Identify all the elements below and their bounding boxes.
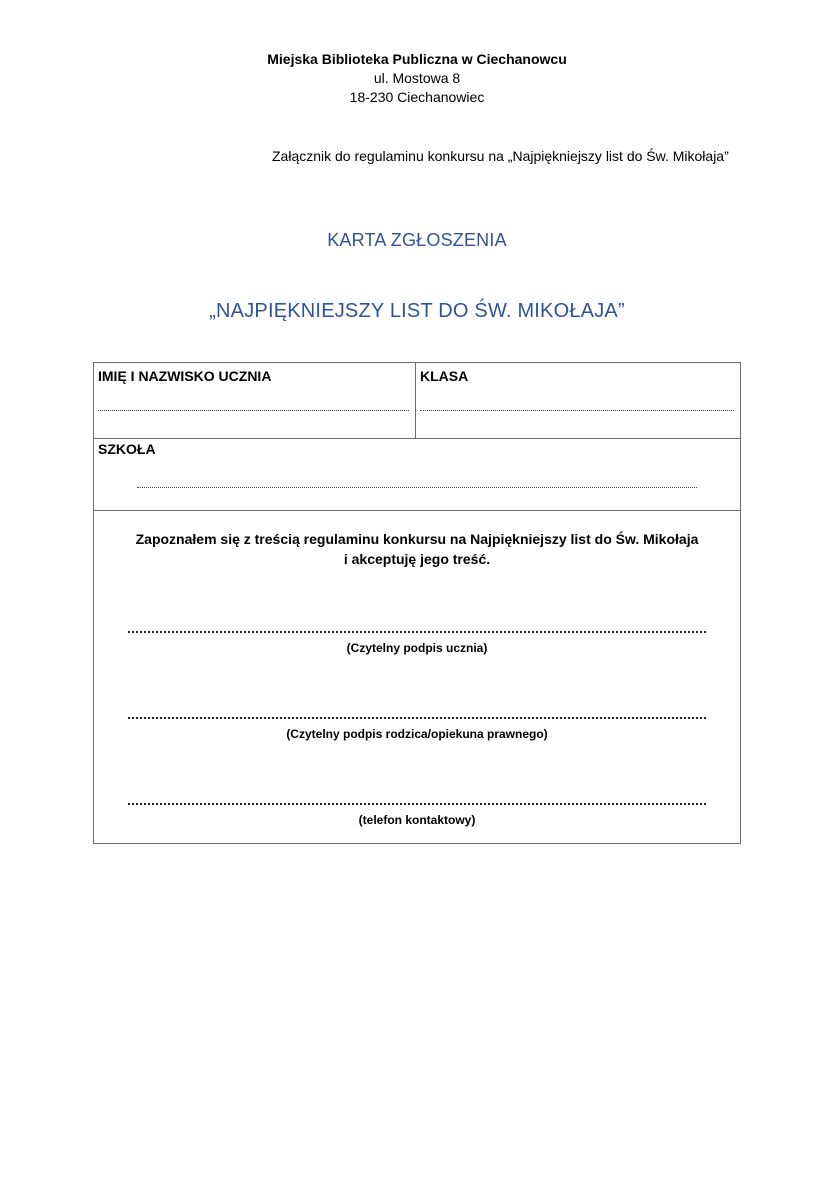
phone-caption: (telefon kontaktowy) xyxy=(358,813,476,827)
school-row xyxy=(94,439,740,511)
class-fill-line[interactable] xyxy=(420,409,734,411)
declaration-line-1: Zapoznałem się z treścią regulaminu konkursu na Najpiękniejszy list do Św. Mikołaja xyxy=(135,531,699,547)
student-signature-line[interactable] xyxy=(128,630,706,633)
parent-signature-caption: (Czytelny podpis rodzica/opiekuna prawnego) xyxy=(286,727,548,741)
declaration-line-2: i akceptuję jego treść. xyxy=(343,551,491,567)
student-name-cell xyxy=(94,363,416,438)
contest-title: „NAJPIĘKNIEJSZY LIST DO ŚW. MIKOŁAJA” xyxy=(209,300,625,322)
library-header xyxy=(0,50,834,107)
library-city: 18-230 Ciechanowiec xyxy=(349,89,485,105)
attachment-note: Załącznik do regulaminu konkursu na „Najpiękniejszy list do Św. Mikołaja” xyxy=(272,148,729,164)
declaration-text xyxy=(94,529,740,569)
student-name-fill-line[interactable] xyxy=(98,409,409,411)
school-fill-line[interactable] xyxy=(137,486,697,488)
name-class-row xyxy=(94,363,740,439)
student-signature-caption: (Czytelny podpis ucznia) xyxy=(346,641,488,655)
library-street: ul. Mostowa 8 xyxy=(373,70,461,86)
school-label: SZKOŁA xyxy=(98,441,156,457)
parent-signature-line[interactable] xyxy=(128,716,706,719)
class-cell xyxy=(416,363,740,438)
class-label: KLASA xyxy=(420,368,469,384)
library-name: Miejska Biblioteka Publiczna w Ciechanowcu xyxy=(267,51,567,67)
form-title: KARTA ZGŁOSZENIA xyxy=(327,230,507,250)
phone-line[interactable] xyxy=(128,802,706,805)
application-form-table xyxy=(93,362,741,844)
declaration-row xyxy=(94,511,740,843)
student-name-label: IMIĘ I NAZWISKO UCZNIA xyxy=(98,368,272,384)
